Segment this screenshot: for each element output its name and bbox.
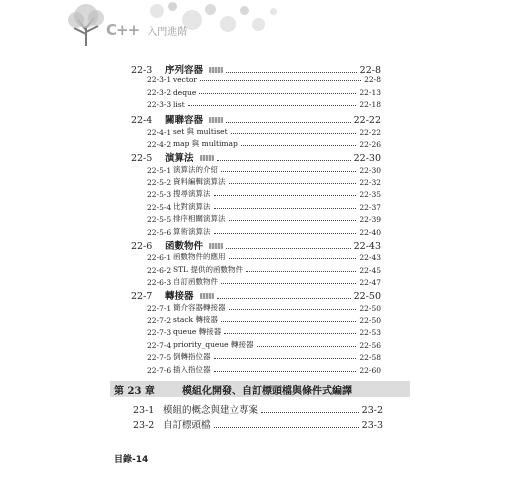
entry-title: 序列容器 bbox=[165, 65, 204, 76]
entry-title: 簡介容器轉接器 bbox=[173, 302, 226, 312]
chapter-label: 第 23 章 bbox=[114, 386, 155, 397]
dot-leader bbox=[214, 195, 357, 196]
entry-title: 函數物件的應用 bbox=[173, 252, 226, 262]
dot-leader bbox=[224, 333, 356, 334]
entry-number: 22-7-2 bbox=[147, 316, 172, 325]
entry-title: stack 轉接器 bbox=[173, 315, 218, 324]
entry-page: 22-26 bbox=[359, 140, 381, 149]
entry-number: 22-5-4 bbox=[147, 202, 172, 212]
entry-page: 22-8 bbox=[359, 65, 381, 76]
entry-page: 22-50 bbox=[359, 316, 381, 325]
brand-title bbox=[106, 20, 187, 39]
entry-title: map 與 multimap bbox=[173, 139, 238, 148]
entry-number: 23-1 bbox=[133, 405, 155, 416]
toc-section-entry[interactable] bbox=[133, 402, 383, 416]
entry-page: 22-8 bbox=[364, 75, 381, 85]
chapter-heading bbox=[110, 381, 410, 397]
entry-title: list bbox=[173, 100, 185, 109]
tree-logo-icon bbox=[66, 2, 106, 46]
toc-subsection-entry[interactable] bbox=[147, 264, 381, 275]
entry-number: 22-5-3 bbox=[147, 190, 172, 200]
dot-leader bbox=[257, 346, 357, 347]
entry-title: 倒轉指位器 bbox=[173, 352, 211, 362]
page-number: 目錄-14 bbox=[114, 455, 149, 465]
entry-page: 22-37 bbox=[359, 202, 381, 212]
dot-leader bbox=[217, 160, 351, 161]
emphasis-badge-icon bbox=[200, 155, 214, 161]
dot-leader bbox=[221, 321, 356, 322]
entry-number: 22-3-3 bbox=[147, 100, 172, 109]
entry-title: 轉接器 bbox=[165, 291, 194, 303]
dot-leader bbox=[200, 80, 361, 81]
toc-subsection-entry[interactable] bbox=[147, 339, 381, 350]
entry-title: 演算法的介紹 bbox=[173, 164, 218, 174]
emphasis-badge-icon bbox=[209, 67, 223, 73]
entry-number: 22-6 bbox=[131, 241, 153, 252]
dot-leader bbox=[199, 93, 356, 94]
toc-subsection-entry[interactable] bbox=[147, 213, 381, 224]
dot-leader bbox=[241, 145, 357, 146]
entry-title: 搜尋演算法 bbox=[173, 189, 211, 199]
entry-number: 22-3-2 bbox=[147, 87, 172, 97]
dot-leader bbox=[226, 72, 357, 73]
entry-page: 22-47 bbox=[359, 278, 381, 287]
dot-leader bbox=[214, 427, 359, 428]
entry-page: 22-50 bbox=[353, 291, 381, 303]
dot-leader bbox=[221, 283, 356, 284]
dot-leader bbox=[188, 105, 357, 106]
entry-number: 22-6-3 bbox=[147, 278, 172, 287]
toc-subsection-entry[interactable] bbox=[147, 351, 381, 362]
toc-subsection-entry[interactable] bbox=[147, 314, 381, 325]
entry-page: 22-45 bbox=[359, 265, 381, 275]
entry-page: 22-43 bbox=[353, 241, 381, 252]
dot-leader bbox=[214, 358, 357, 359]
entry-number: 22-7-1 bbox=[147, 303, 172, 313]
entry-number: 22-6-2 bbox=[147, 265, 172, 275]
dot-leader bbox=[246, 271, 356, 272]
entry-title: queue 轉接器 bbox=[173, 327, 222, 337]
decorative-circle bbox=[150, 4, 164, 18]
entry-number: 22-3-1 bbox=[147, 75, 172, 85]
toc-subsection-entry[interactable] bbox=[147, 88, 381, 97]
decorative-circle bbox=[252, 18, 265, 31]
toc-section-entry[interactable] bbox=[133, 417, 383, 431]
dot-leader bbox=[229, 258, 357, 259]
entry-number: 22-7-3 bbox=[147, 328, 172, 338]
toc-section-entry[interactable] bbox=[131, 62, 381, 76]
entry-title: 資料編輯演算法 bbox=[173, 177, 226, 186]
entry-page: 23-2 bbox=[361, 405, 383, 416]
entry-page: 22-58 bbox=[359, 353, 381, 363]
entry-title: vector bbox=[173, 75, 197, 85]
toc-section-entry[interactable] bbox=[131, 112, 381, 126]
toc-subsection-entry[interactable] bbox=[147, 75, 381, 84]
dot-leader bbox=[261, 412, 359, 413]
entry-page: 22-18 bbox=[359, 100, 381, 109]
decorative-circle bbox=[240, 6, 249, 15]
toc-subsection-entry[interactable] bbox=[147, 188, 381, 199]
entry-number: 22-7-5 bbox=[147, 353, 172, 363]
entry-page: 22-32 bbox=[359, 178, 381, 187]
entry-number: 22-4-2 bbox=[147, 140, 172, 149]
entry-number: 22-7 bbox=[131, 291, 153, 303]
toc-subsection-entry[interactable] bbox=[147, 302, 381, 313]
chapter-title: 模組化開發、自訂標頭檔與條件式編譯 bbox=[182, 386, 352, 397]
entry-title: set 與 multiset bbox=[173, 126, 228, 136]
toc-subsection-entry[interactable] bbox=[147, 276, 381, 287]
entry-title: STL 提供的函數物件 bbox=[173, 264, 244, 274]
entry-number: 23-2 bbox=[133, 420, 155, 431]
entry-page: 22-53 bbox=[359, 328, 381, 338]
entry-page: 22-22 bbox=[359, 127, 381, 137]
emphasis-badge-icon bbox=[209, 243, 223, 249]
dot-leader bbox=[229, 220, 357, 221]
emphasis-badge-icon bbox=[200, 293, 214, 299]
dot-leader bbox=[214, 371, 357, 372]
decorative-circle bbox=[220, 16, 236, 32]
dot-leader bbox=[217, 298, 351, 299]
entry-title: 關聯容器 bbox=[165, 115, 204, 127]
toc-subsection-entry[interactable] bbox=[147, 326, 381, 337]
entry-page: 22-30 bbox=[359, 165, 381, 175]
toc-section-entry[interactable] bbox=[131, 288, 381, 302]
dot-leader bbox=[221, 171, 356, 172]
brand-subtitle: 入門進階 bbox=[147, 27, 188, 38]
entry-number: 22-6-1 bbox=[147, 253, 172, 263]
entry-page: 22-60 bbox=[359, 365, 381, 375]
dot-leader bbox=[226, 248, 351, 249]
entry-number: 22-5 bbox=[131, 153, 153, 165]
entry-page: 22-30 bbox=[353, 153, 381, 165]
entry-page: 22-22 bbox=[353, 115, 381, 127]
page-header bbox=[0, 0, 520, 48]
dot-leader bbox=[214, 233, 357, 234]
toc-subsection-entry[interactable] bbox=[147, 138, 381, 149]
entry-title: 自訂標頭檔 bbox=[163, 420, 211, 431]
entry-title: 函數物件 bbox=[165, 241, 204, 252]
dot-leader bbox=[229, 309, 357, 310]
dot-leader bbox=[226, 122, 351, 123]
dot-leader bbox=[231, 133, 357, 134]
dot-leader bbox=[229, 183, 357, 184]
toc-subsection-entry[interactable] bbox=[147, 251, 381, 262]
entry-page: 22-50 bbox=[359, 303, 381, 313]
entry-page: 23-3 bbox=[361, 420, 383, 431]
entry-page: 22-40 bbox=[359, 227, 381, 237]
entry-title: 自訂函數物件 bbox=[173, 277, 218, 286]
entry-number: 22-5-2 bbox=[147, 178, 172, 187]
entry-number: 22-5-5 bbox=[147, 215, 172, 225]
toc-subsection-entry[interactable] bbox=[147, 176, 381, 187]
entry-page: 22-35 bbox=[359, 190, 381, 200]
entry-page: 22-56 bbox=[359, 340, 381, 350]
entry-number: 22-5-6 bbox=[147, 227, 172, 237]
entry-number: 22-3 bbox=[131, 65, 153, 76]
decorative-circle bbox=[205, 4, 216, 15]
entry-number: 22-4 bbox=[131, 115, 153, 127]
entry-number: 22-5-1 bbox=[147, 165, 172, 175]
entry-number: 22-7-6 bbox=[147, 365, 172, 375]
entry-title: priority_queue 轉接器 bbox=[173, 339, 254, 349]
entry-page: 22-13 bbox=[359, 87, 381, 97]
entry-number: 22-4-1 bbox=[147, 127, 172, 137]
entry-title: 算術演算法 bbox=[173, 226, 211, 236]
toc-subsection-entry[interactable] bbox=[147, 226, 381, 237]
dot-leader bbox=[214, 208, 357, 209]
entry-title: 排序相關演算法 bbox=[173, 214, 226, 224]
entry-title: 比對演算法 bbox=[173, 201, 211, 211]
entry-title: 演算法 bbox=[165, 153, 194, 165]
toc-subsection-entry[interactable] bbox=[147, 201, 381, 212]
brand-logo: C++ bbox=[106, 21, 140, 39]
decorative-circle bbox=[168, 2, 177, 11]
emphasis-badge-icon bbox=[209, 117, 223, 123]
toc-subsection-entry[interactable] bbox=[147, 100, 381, 109]
decorative-circle bbox=[270, 8, 277, 15]
entry-number: 22-7-4 bbox=[147, 340, 172, 350]
toc-subsection-entry[interactable] bbox=[147, 364, 381, 375]
entry-page: 22-43 bbox=[359, 253, 381, 263]
toc-section-entry[interactable] bbox=[131, 150, 381, 164]
toc-subsection-entry[interactable] bbox=[147, 164, 381, 175]
toc-subsection-entry[interactable] bbox=[147, 126, 381, 137]
toc-section-entry[interactable] bbox=[131, 238, 381, 252]
entry-title: deque bbox=[173, 87, 197, 97]
entry-page: 22-39 bbox=[359, 215, 381, 225]
entry-title: 模組的概念與建立專案 bbox=[163, 405, 259, 416]
entry-title: 插入指位器 bbox=[173, 364, 211, 374]
